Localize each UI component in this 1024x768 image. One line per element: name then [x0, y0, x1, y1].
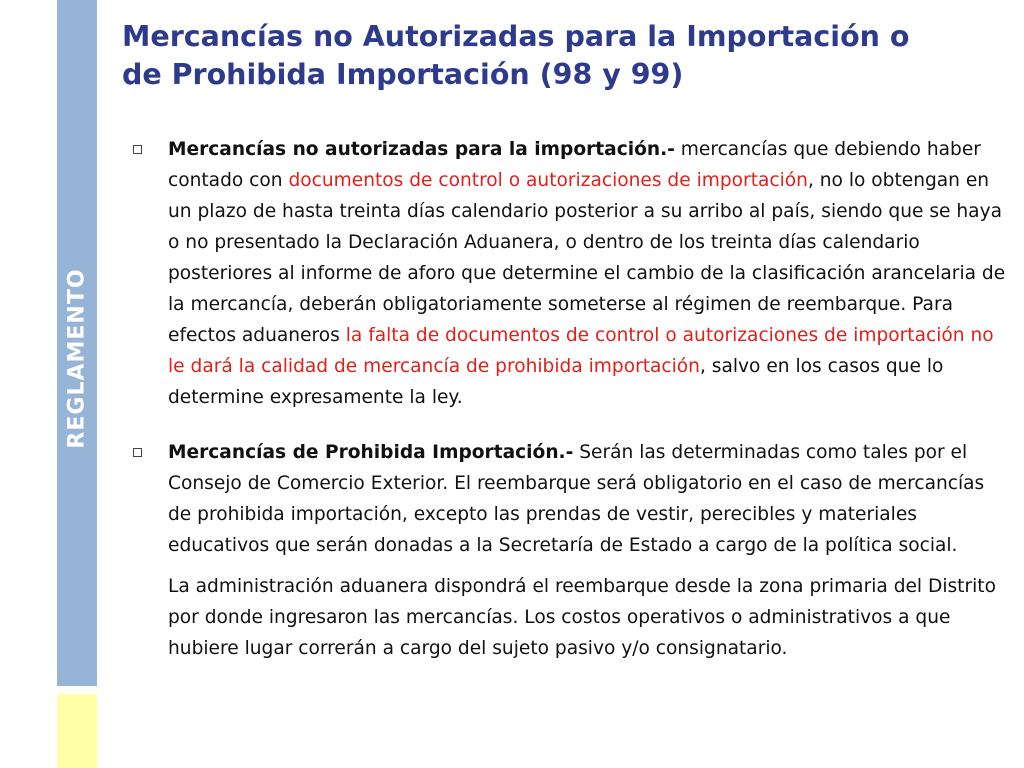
bullet-text: , no lo obtengan en un plazo de hasta treinta días calendario posterior a su arribo al país, siendo que se haya o no presentado la Declaración Aduanera, o dentro de los treinta días calendario posteriores al informe de aforo que determine el cambio de la clasificación arancelaria de la mercancía, deberán obligatoriamente someterse al régimen de reembarque. Para efectos aduaneros	[168, 170, 1006, 346]
content-body	[127, 134, 1007, 664]
bullet-paragraph	[168, 134, 1007, 413]
sidebar-label-wrap	[57, 0, 97, 686]
bullet-heading: Mercancías de Prohibida Importación.-	[168, 442, 574, 463]
highlight-text: la falta de documentos de control o autorizaciones de importación no le dará la calidad de mercancía de prohibida importación	[168, 325, 994, 377]
bullet-item-no-autorizadas	[127, 134, 1007, 413]
bullet-heading: Mercancías no autorizadas para la importación.-	[168, 139, 675, 160]
bullet-text: , salvo en los casos que lo determine expresamente la ley.	[168, 356, 944, 408]
sidebar-label: REGLAMENTO	[64, 267, 90, 449]
highlight-text: documentos de control o autorizaciones de importación	[288, 170, 808, 191]
page-title	[122, 18, 1002, 94]
sidebar-accent-block	[57, 694, 97, 768]
continuation-paragraph: La administración aduanera dispondrá el reembarque desde la zona primaria del Distrito por donde ingresaron las mercancías. Los costos operativos o administrativos a que hubiere lugar correrán a cargo del sujeto pasivo y/o consignatario.	[168, 576, 996, 659]
title-line-1: Mercancías no Autorizadas para la Importación o	[122, 20, 910, 53]
bullet-text: Serán las determinadas como tales por el Consejo de Comercio Exterior. El reembarque será obligatorio en el caso de mercancías de prohibida importación, excepto las prendas de vestir, perecibles y materiales educativos que serán donadas a la Secretaría de Estado a cargo de la política social.	[168, 442, 985, 556]
bullet-text: mercancías que debiendo haber contado con	[168, 139, 981, 191]
bullet-paragraph	[168, 437, 1007, 561]
square-bullet-icon	[133, 145, 142, 154]
title-line-2: de Prohibida Importación (98 y 99)	[122, 58, 684, 91]
square-bullet-icon	[133, 448, 142, 457]
bullet-item-prohibida	[127, 437, 1007, 561]
